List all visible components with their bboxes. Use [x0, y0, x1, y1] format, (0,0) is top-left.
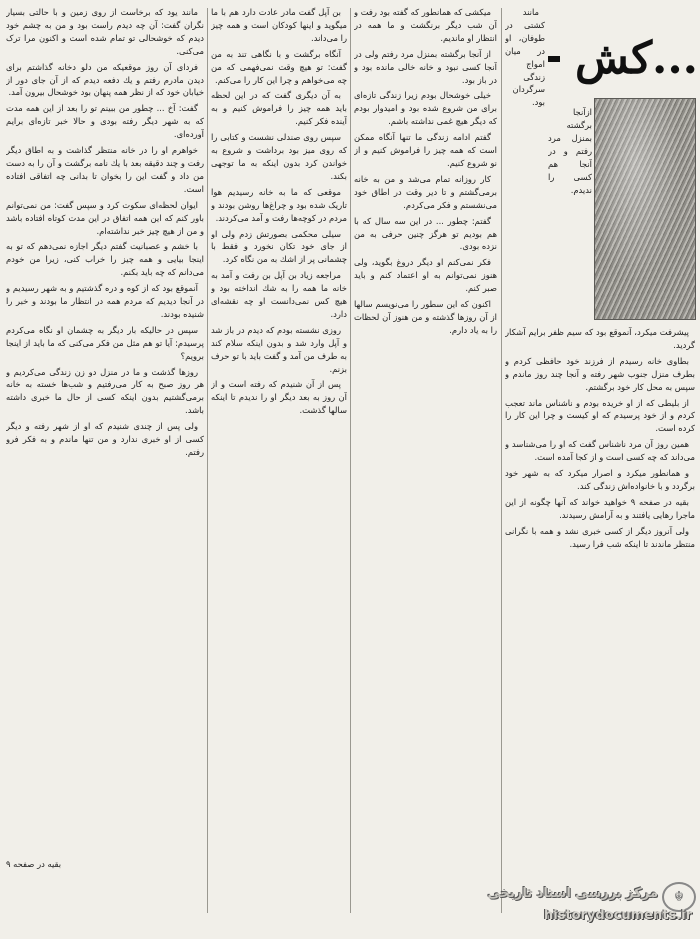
paragraph: فردای آن روز موقعیکه من دلو دخانه گذاشتم برای دیدن مادرم رفتم و یك دفعه دیدم که از آن جای دور از خیابان خود که از نظر همه پنهان بود خوشحال بیرون آمد.: [6, 61, 204, 98]
paragraph: گفت: آخ ... چطور من ببینم تو را بعد از این همه مدت که به شهر دیگر رفته بودی و حالا خبر تازه‌ای برایم آورده‌ای.: [6, 103, 204, 140]
column-rule: [501, 8, 502, 913]
article-title: ...کش: [575, 33, 698, 84]
paragraph: سیلی محکمی بصورتش زدم ولی او از جای خود تکان نخورد و فقط با چشمانی پر از اشك به من نگاه کرد.: [211, 228, 347, 265]
paragraph: مراجعه زیاد بن آپل بن رفت و آمد به خانه ما همه را به شك انداخته بود و هیچ کس نمی‌دانست او چه نقشه‌ای دارد.: [211, 270, 347, 319]
paragraph: بن آپل گفت مادر عادت دارد هم با ما میگوید و اینها کودکان است و همه چیز را می‌داند.: [211, 7, 347, 43]
paragraph: روزها گذشت و ما در منزل دو زن زندگی می‌کردیم و هر روز صبح به کار می‌رفتیم و شب‌ها خسته به خانه برمی‌گشتیم بدون اینکه کسی از حال ما خبری داشته باشد.: [6, 366, 204, 416]
paragraph: موقعی که ما به خانه رسیدیم هوا تاریک شده بود و چراغ‌ها روشن بودند و مردم در کوچه‌ها رفت و آمد می‌کردند.: [211, 186, 347, 223]
column-2: [211, 6, 347, 921]
paragraph: از بلیطی که از او خریده بودم و ناشناس ماند تعجب کردم و از خود پرسیدم که او کیست و چرا این کار را کرده است.: [505, 397, 695, 434]
watermark: [470, 880, 698, 936]
column-1: [6, 6, 204, 921]
paragraph: سپس در حالیکه بار دیگر به چشمان او نگاه می‌کردم پرسیدم: آیا تو هم مثل من فکر می‌کنی که ما باید از اینجا برویم؟: [6, 324, 204, 361]
paragraph: مانند کشتی در طوفان، او در میان امواج زندگی سرگردان بود.: [505, 7, 545, 108]
title-decoration: [548, 56, 560, 62]
paragraph: بطاوی خانه رسیدم از فرزند خود حافظی کردم و بطرف منزل جنوب شهر رفته و آنجا چند روز ماندم و سپس به محل کار خود برگشتم.: [505, 355, 695, 392]
paragraph: با خشم و عصبانیت گفتم دیگر اجازه نمی‌دهم که تو به اینجا بیایی و همه چیز را خراب کنی، زیرا من خودم می‌دانم که چه باید بکنم.: [6, 241, 204, 278]
paragraph: گفتم: چطور ... در این سه سال که با هم بودیم تو هرگز چنین حرفی به من نزده بودی.: [354, 215, 497, 252]
paragraph: آنگاه برگشت و با نگاهی تند به من گفت: تو هیچ وقت نمی‌فهمی که من چه می‌خواهم و چرا این کار را می‌کنم.: [211, 48, 347, 85]
column-4-top-text: [505, 6, 545, 146]
paragraph: همین روز آن مرد ناشناس گفت که او را می‌شناسد و می‌داند که چه کسی است و از کجا آمده است.: [505, 439, 695, 463]
paragraph: بقیه در صفحه ۹ خواهید خواند که آنها چگونه از این ماجرا رهایی یافتند و به آرامش رسیدند.: [505, 496, 695, 520]
paragraph: میکشی که همانطور که گفته بود رفت و آن شب دیگر برنگشت و ما همه در انتظار او ماندیم.: [354, 7, 497, 43]
paragraph: پس از آن شنیدم که رفته است و از آن روز به بعد دیگر او را ندیدم تا اینکه سالها گذشت.: [211, 379, 347, 416]
column-3: [354, 6, 497, 921]
watermark-name: مرکز بررسی اسناد تاریخی: [487, 886, 658, 901]
paragraph: از آنجا برگشته بمنزل مرد رفتم ولی در آنجا کسی نبود و خانه خالی مانده بود و در باز بود.: [354, 48, 497, 85]
paragraph: ایوان لحظه‌ای سکوت کرد و سپس گفت: من نمی‌توانم باور کنم که این همه اتفاق در این مدت کوتاه افتاده باشد و من از هیچ چیز خبر نداشته‌ام.: [6, 199, 204, 236]
archive-logo-icon: ☬: [662, 882, 696, 912]
paragraph: گفتم ادامه زندگی ما تنها آنگاه ممکن است که همه چیز را فراموش کنیم و از نو شروع کنیم.: [354, 132, 497, 168]
paragraph: سپس روی صندلی نشست و کتابی را که روی میز بود برداشت و شروع به خواندن کرد بدون اینکه به ما توجهی بکند.: [211, 132, 347, 181]
paragraph: ازآنجا برگشته بمنزل مرد رفتم و در آنجا هم کسی را ندیدم.: [548, 107, 592, 195]
article-photo: [594, 98, 696, 320]
paragraph: مانند یود که برخاست از روی زمین و با حالتی بسیار نگران گفت: آن چه دیدم راست بود و من به چشم خود دیدم که خوشحالی تو تمام شده است و اکنون مرا ترک می‌کنی.: [6, 7, 204, 56]
column-rule: [350, 8, 351, 913]
paragraph: ولی پس از چندی شنیدم که او از شهر رفته و دیگر کسی از او خبری ندارد و من تنها ماندم و به فکر فرو رفتم.: [6, 421, 204, 457]
paragraph: اکنون که این سطور را می‌نویسم سالها از آن روزها گذشته و من هنوز آن لحظات را به یاد دارم.: [354, 299, 497, 335]
column-4: [505, 326, 695, 921]
paragraph: آنموقع بود که از کوه و دره گذشتیم و به شهر رسیدیم و در آنجا دیدیم که مردم همه در انتظار ما بودند و خبر را شنیده بودند.: [6, 283, 204, 319]
paragraph: پیشرفت میکرد، آنموقع بود که سیم ظفر برایم آشکار گردید.: [505, 327, 695, 350]
photo-side-text: [548, 98, 592, 318]
watermark-url: historydocuments.ir: [543, 908, 692, 923]
paragraph: و همانطور میکرد و اصرار میکرد که به شهر خود برگردد و با خانواده‌اش زندگی کند.: [505, 468, 695, 491]
paragraph: خواهرم او را در خانه منتظر گذاشت و به اطاق دیگر رفت و چند دقیقه بعد با یك نامه برگشت و آن را به دست من داد و گفت این را بخوان تا بدانی چه اتفاقی افتاده است.: [6, 145, 204, 194]
paragraph: کار روزانه تمام می‌شد و من به خانه برمی‌گشتم و تا دیر وقت در اطاق خود می‌نشستم و فکر می‌کردم.: [354, 173, 497, 210]
column-rule: [207, 8, 208, 913]
paragraph: به آن دیگری گفت که در این لحظه باید همه چیز را فراموش کنیم و به آینده فکر کنیم.: [211, 90, 347, 127]
paragraph: ولی آنروز دیگر از کسی خبری نشد و همه با نگرانی منتظر ماندند تا اینکه شب فرا رسید.: [505, 525, 695, 549]
paragraph: خیلی خوشحال بودم زیرا زندگی تازه‌ای برای من شروع شده بود و امیدوار بودم که دیگر هیچ غمی نداشته باشم.: [354, 90, 497, 127]
paragraph: فکر نمی‌کنم او دیگر دروغ بگوید، ولی هنوز نمی‌توانم به او اعتماد کنم و باید صبر کنم.: [354, 257, 497, 294]
paragraph: روزی نشسته بودم که دیدم در باز شد و آپل وارد شد و بدون اینکه سلام کند به طرف من آمد و گفت باید با تو حرف بزنم.: [211, 324, 347, 374]
continued-note: بقیه در صفحه ۹: [6, 859, 62, 869]
